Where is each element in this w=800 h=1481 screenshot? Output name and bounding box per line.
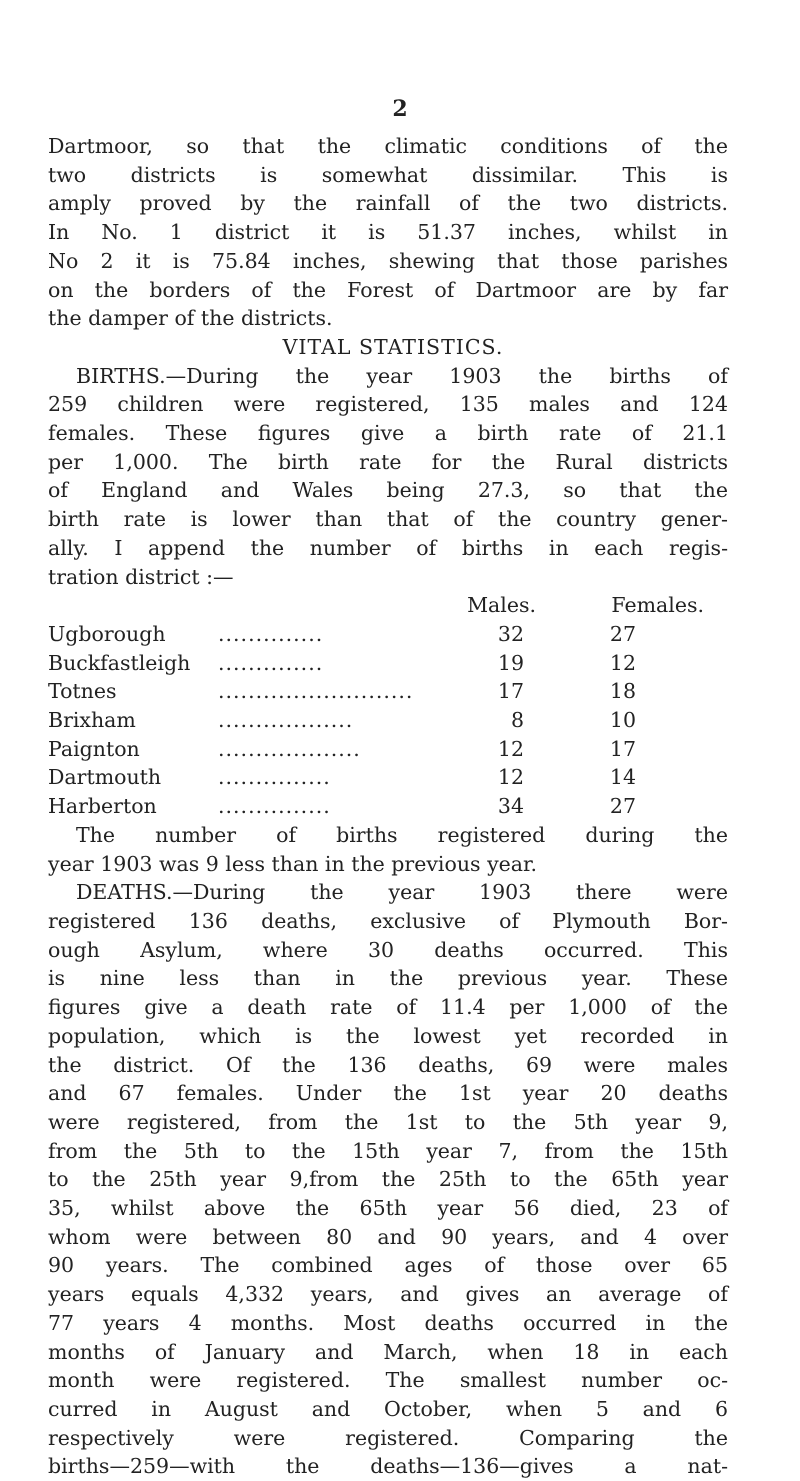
deaths-line: to the 25th year 9,from the 25th to the 65th year [48,1167,728,1192]
deaths-line: respectively were registered. Comparing the [48,1425,728,1450]
leader-dots: .............. [218,621,324,646]
births-line: BIRTHS.—During the year 1903 the births of [76,363,728,388]
females-count: 27 [609,794,636,819]
births-line: of England and Wales being 27.3, so that the [48,478,728,503]
district-name: Harberton [48,794,157,819]
females-count: 12 [609,650,636,675]
table-row [48,620,728,649]
males-count: 12 [497,765,524,790]
section-heading: VITAL STATISTICS. [282,334,504,359]
deaths-line: curred in August and October, when 5 and 6 [48,1396,728,1421]
table-row [48,649,728,678]
district-name: Brixham [48,708,136,733]
deaths-line: whom were between 80 and 90 years, and 4 over [48,1224,728,1249]
males-count: 17 [497,679,524,704]
deaths-line: is nine less than in the previous year. These [48,966,728,991]
males-count: 32 [497,621,524,646]
births-line: ally. I append the number of births in each regis- [48,535,728,560]
deaths-line: month were registered. The smallest number oc- [48,1368,728,1393]
leader-dots: ................... [218,736,361,761]
intro-line: two districts is somewhat dissimilar. This is [48,162,728,187]
deaths-line: years equals 4,332 years, and gives an average of [48,1282,728,1307]
district-name: Ugborough [48,621,166,646]
births-paragraph [48,362,728,592]
males-count: 34 [497,794,524,819]
intro-line: on the borders of the Forest of Dartmoor are by far [48,277,728,302]
district-name: Paignton [48,736,140,761]
intro-paragraph [48,132,728,333]
leader-dots: ............... [218,765,331,790]
table-row [48,706,728,735]
births-table [48,591,728,821]
page-number: 2 [392,96,408,122]
deaths-line: ough Asylum, where 30 deaths occurred. This [48,937,728,962]
table-row [48,763,728,792]
leader-dots: ............... [218,794,331,819]
deaths-line: figures give a death rate of 11.4 per 1,000 of the [48,995,728,1020]
district-name: Totnes [48,679,117,704]
deaths-line: months of January and March, when 18 in each [48,1339,728,1364]
table-row [48,792,728,821]
deaths-line: births—259—with the deaths—136—gives a nat- [48,1454,728,1479]
deaths-line: 35, whilst above the 65th year 56 died, 23 of [48,1196,728,1221]
males-count: 19 [497,650,524,675]
deaths-line: DEATHS.—During the year 1903 there were [76,880,728,905]
leader-dots: .......................... [218,679,414,704]
intro-line: In No. 1 district it is 51.37 inches, whilst in [48,220,728,245]
males-header: Males. [467,593,536,618]
intro-line: the damper of the districts. [48,306,333,331]
intro-line: amply proved by the rainfall of the two districts. [48,191,728,216]
births-table-header [48,591,728,620]
leader-dots: .................. [218,708,354,733]
females-count: 14 [609,765,636,790]
deaths-paragraph [48,878,728,1481]
births-line: tration district :— [48,564,234,589]
district-name: Dartmouth [48,765,162,790]
deaths-line: were registered, from the 1st to the 5th year 9, [48,1109,728,1134]
deaths-line: and 67 females. Under the 1st year 20 deaths [48,1081,728,1106]
births-note-line: year 1903 was 9 less than in the previous year. [48,851,538,876]
leader-dots: .............. [218,650,324,675]
births-line: 259 children were registered, 135 males and 124 [48,392,728,417]
females-count: 18 [609,679,636,704]
table-row [48,677,728,706]
intro-line: No 2 it is 75.84 inches, shewing that those parishes [48,248,728,273]
births-note-paragraph [48,821,728,878]
females-count: 17 [609,736,636,761]
deaths-line: population, which is the lowest yet recorded in [48,1023,728,1048]
district-name: Buckfastleigh [48,650,191,675]
intro-line: Dartmoor, so that the climatic conditions of the [48,134,728,158]
males-count: 12 [497,736,524,761]
females-header: Females. [611,593,704,618]
page-body [48,132,728,1481]
deaths-line: registered 136 deaths, exclusive of Plymouth Bor- [48,908,728,933]
table-row [48,735,728,764]
deaths-line: 90 years. The combined ages of those over 65 [48,1253,728,1278]
females-count: 10 [609,708,636,733]
births-note-line: The number of births registered during the [76,822,728,847]
births-line: females. These figures give a birth rate of 21.1 [48,421,728,446]
females-count: 27 [609,621,636,646]
deaths-line: from the 5th to the 15th year 7, from the 15th [48,1138,728,1163]
males-count: 8 [510,708,524,733]
deaths-line: the district. Of the 136 deaths, 69 were males [48,1052,728,1077]
deaths-line: 77 years 4 months. Most deaths occurred in the [48,1310,728,1335]
births-line: birth rate is lower than that of the country gener- [48,507,728,532]
births-line: per 1,000. The birth rate for the Rural districts [48,449,728,474]
